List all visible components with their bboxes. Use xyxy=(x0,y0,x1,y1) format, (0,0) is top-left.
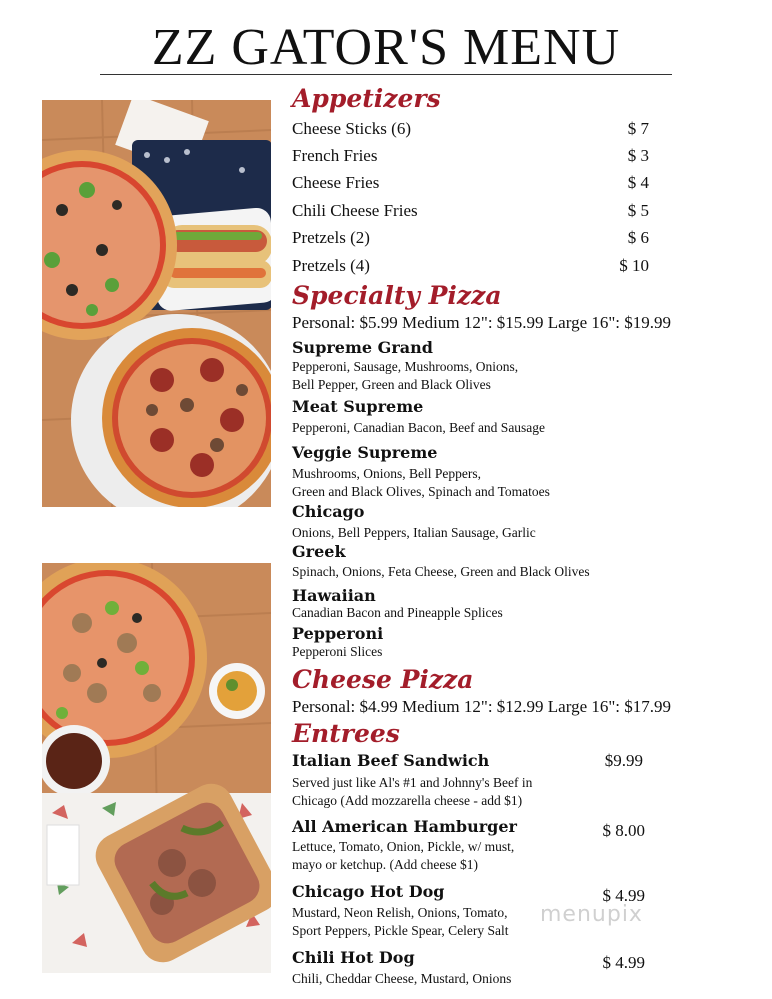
pizza-name: Supreme Grand xyxy=(292,338,433,357)
entree-name: All American Hamburger xyxy=(292,817,517,836)
pizza-description: Canadian Bacon and Pineapple Splices xyxy=(292,605,503,620)
menu-title: ZZ GATOR'S MENU xyxy=(151,19,621,76)
cheese-pizza-sizes: Personal: $4.99 Medium 12": $12.99 Large 16": $17.99 xyxy=(292,697,672,716)
pizza-name: Hawaiian xyxy=(292,586,376,605)
appetizer-price: $ 4 xyxy=(627,173,649,192)
photo-pizza-beef-sandwich xyxy=(42,563,271,973)
appetizer-price: $ 6 xyxy=(627,228,649,247)
pizza-description: Mushrooms, Onions, Bell Peppers, xyxy=(292,466,481,481)
appetizer-name: Cheese Fries xyxy=(292,173,380,192)
pizza-name: Chicago xyxy=(292,502,365,521)
entree-price: $9.99 xyxy=(604,751,643,770)
appetizer-price: $ 5 xyxy=(627,201,649,220)
photo-pizzas-hotdog-art xyxy=(42,100,271,507)
photo-pizza-beef-sandwich-art xyxy=(42,563,271,973)
specialty-pizza-sizes: Personal: $5.99 Medium 12": $15.99 Large 16": $19.99 xyxy=(292,313,672,332)
section-heading-entrees: Entrees xyxy=(292,719,400,748)
appetizer-name: Pretzels (2) xyxy=(292,228,370,247)
pizza-description: Pepperoni, Sausage, Mushrooms, Onions, xyxy=(292,359,519,374)
photo-pizzas-hotdog xyxy=(42,100,271,507)
entree-description: Lettuce, Tomato, Onion, Pickle, w/ must, xyxy=(292,839,515,854)
entree-price: $ 8.00 xyxy=(602,821,645,840)
watermark: menupix xyxy=(540,902,643,927)
entree-price: $ 4.99 xyxy=(602,886,645,905)
appetizer-name: Cheese Sticks (6) xyxy=(292,119,411,138)
appetizer-name: Chili Cheese Fries xyxy=(292,201,418,220)
appetizer-price: $ 7 xyxy=(627,119,649,138)
entree-description: mayo or ketchup. (Add cheese $1) xyxy=(292,857,478,872)
entree-description: Mustard, Neon Relish, Onions, Tomato, xyxy=(292,905,508,920)
entree-name: Chicago Hot Dog xyxy=(292,882,445,901)
pizza-description: Pepperoni, Canadian Bacon, Beef and Sausage xyxy=(292,420,546,435)
appetizer-price: $ 3 xyxy=(627,146,649,165)
section-heading-specialty-pizza: Specialty Pizza xyxy=(292,281,502,310)
entree-description: Sport Peppers, Pickle Spear, Celery Salt xyxy=(292,923,509,938)
pizza-description: Spinach, Onions, Feta Cheese, Green and Black Olives xyxy=(292,564,590,579)
appetizer-price: $ 10 xyxy=(619,256,649,275)
appetizer-name: French Fries xyxy=(292,146,378,165)
entree-name: Italian Beef Sandwich xyxy=(292,751,490,770)
title-divider xyxy=(100,74,672,75)
section-heading-appetizers: Appetizers xyxy=(292,84,441,113)
pizza-name: Pepperoni xyxy=(292,624,384,643)
pizza-name: Veggie Supreme xyxy=(292,443,438,462)
pizza-description: Bell Pepper, Green and Black Olives xyxy=(292,377,491,392)
appetizer-name: Pretzels (4) xyxy=(292,256,370,275)
entree-name: Chili Hot Dog xyxy=(292,948,415,967)
entree-description: Served just like Al's #1 and Johnny's Beef in xyxy=(292,775,533,790)
pizza-description: Green and Black Olives, Spinach and Tomatoes xyxy=(292,484,550,499)
section-heading-cheese-pizza: Cheese Pizza xyxy=(292,665,474,694)
entree-description: Chili, Cheddar Cheese, Mustard, Onions xyxy=(292,971,512,986)
pizza-description: Pepperoni Slices xyxy=(292,644,383,659)
pizza-description: Onions, Bell Peppers, Italian Sausage, Garlic xyxy=(292,525,536,540)
pizza-name: Greek xyxy=(292,542,346,561)
entree-description: Chicago (Add mozzarella cheese - add $1) xyxy=(292,793,523,808)
entree-price: $ 4.99 xyxy=(602,953,645,972)
pizza-name: Meat Supreme xyxy=(292,397,424,416)
